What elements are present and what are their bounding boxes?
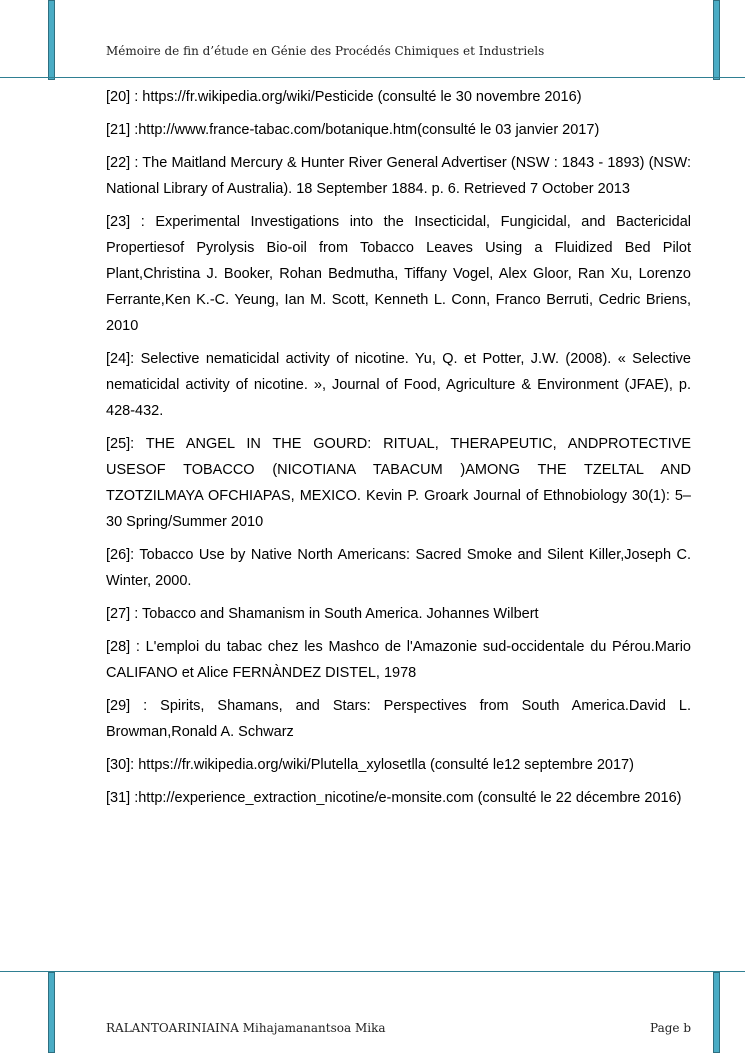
- reference-item: [23] : Experimental Investigations into the Insecticidal, Fungicidal, and Bactericidal Propertiesof Pyrolysis Bio-oil from Tobacco Leaves Using a Fluidized Bed Pilot Plant,Christina J. Booker, Rohan Bedmutha, Tiffany Vogel, Alex Gloor, Ran Xu, Lorenzo Ferrante,Ken K.-C. Yeung, Ian M. Scott, Kenneth L. Conn, Franco Berruti, Cedric Briens, 2010: [106, 214, 691, 334]
- header-left-bar: [48, 0, 55, 80]
- header-rule: [0, 77, 745, 78]
- reference-item: [31] :http://experience_extraction_nicotine/e-monsite.com (consulté le 22 décembre 2016): [106, 790, 682, 806]
- page-header-title: Mémoire de fin d’étude en Génie des Procédés Chimiques et Industriels: [106, 44, 545, 58]
- reference-item: [26]: Tobacco Use by Native North Americans: Sacred Smoke and Silent Killer,Joseph C. Winter, 2000.: [106, 547, 691, 589]
- reference-item: [20] : https://fr.wikipedia.org/wiki/Pesticide (consulté le 30 novembre 2016): [106, 89, 582, 105]
- reference-item: [29] : Spirits, Shamans, and Stars: Perspectives from South America.David L. Browman,Ronald A. Schwarz: [106, 698, 691, 740]
- page-number: Page b: [650, 1021, 691, 1035]
- footer-rule: [0, 971, 745, 972]
- footer-author: RALANTOARINIAINA Mihajamanantsoa Mika: [106, 1021, 386, 1035]
- reference-list: [106, 84, 691, 818]
- reference-item: [25]: THE ANGEL IN THE GOURD: RITUAL, THERAPEUTIC, ANDPROTECTIVE USESOF TOBACCO (NICOTIANA TABACUM )AMONG THE TZELTAL AND TZOTZILMAYA OFCHIAPAS, MEXICO. Kevin P. Groark Journal of Ethnobiology 30(1): 5–30 Spring/Summer 2010: [106, 436, 691, 530]
- reference-item: [30]: https://fr.wikipedia.org/wiki/Plutella_xylosetlla (consulté le12 septembre 2017): [106, 757, 634, 773]
- footer-right-bar: [713, 972, 720, 1053]
- reference-item: [28] : L'emploi du tabac chez les Mashco de l'Amazonie sud-occidentale du Pérou.Mario CALIFANO et Alice FERNÀNDEZ DISTEL, 1978: [106, 639, 691, 681]
- reference-item: [21] :http://www.france-tabac.com/botanique.htm(consulté le 03 janvier 2017): [106, 122, 600, 138]
- header-right-bar: [713, 0, 720, 80]
- footer-left-bar: [48, 972, 55, 1053]
- reference-item: [24]: Selective nematicidal activity of nicotine. Yu, Q. et Potter, J.W. (2008). « Selective nematicidal activity of nicotine. », Journal of Food, Agriculture & Environment (JFAE), p. 428-432.: [106, 351, 691, 419]
- reference-item: [27] : Tobacco and Shamanism in South America. Johannes Wilbert: [106, 606, 539, 622]
- reference-item: [22] : The Maitland Mercury & Hunter River General Advertiser (NSW : 1843 - 1893) (NSW: National Library of Australia). 18 September 1884. p. 6. Retrieved 7 October 2013: [106, 155, 691, 197]
